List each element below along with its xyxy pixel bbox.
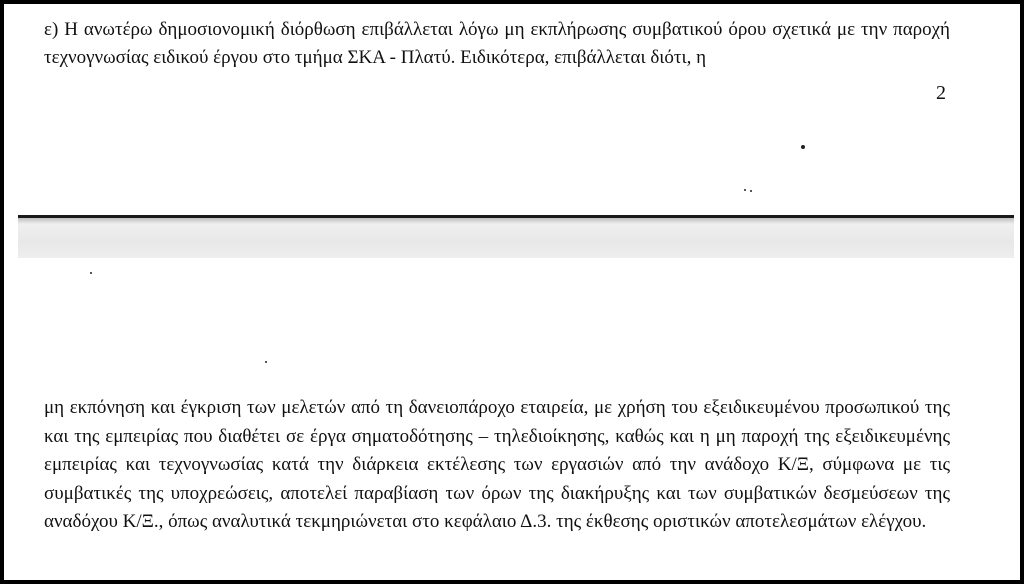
- scan-speck: [90, 272, 92, 274]
- page-number: 2: [936, 82, 946, 104]
- paragraph-top: ε) Η ανωτέρω δημοσιονομική διόρθωση επιβάλλεται λόγω μη εκπλήρωσης συμβατικού όρου σχετικά με την παροχή τεχνογνωσίας ειδικού έργου στο τμήμα ΣΚΑ - Πλατύ. Ειδικότερα, επιβάλλεται διότι, η: [44, 19, 950, 68]
- scan-speck: [801, 145, 805, 149]
- scan-speck: [265, 361, 267, 363]
- page-break-shadow: [18, 218, 1014, 224]
- scan-speck: [744, 189, 746, 191]
- paragraph-bottom: μη εκπόνηση και έγκριση των μελετών από τη δανειοπάροχο εταιρεία, με χρήση του εξειδικευμένου προσωπικού της και της εμπειρίας που διαθέτει σε έργα σηματοδότησης – τηλεδιοίκησης, καθώς και η μη παροχή της εξειδικευμένης εμπειρίας και τεχνογνωσίας κατά την διάρκεια εκτέλεσης των εργασιών από την ανάδοχο Κ/Ξ, σύμφωνα με τις συμβατικές της υποχρεώσεις, αποτελεί παραβίαση των όρων της διακήρυξης και των συμβατικών δεσμεύσεων της αναδόχου Κ/Ξ., όπως αναλυτικά τεκμηριώνεται στο κεφάλαιο Δ.3. της έκθεσης οριστικών αποτελεσμάτων ελέγχου.: [44, 397, 950, 532]
- scan-speck: [750, 190, 752, 192]
